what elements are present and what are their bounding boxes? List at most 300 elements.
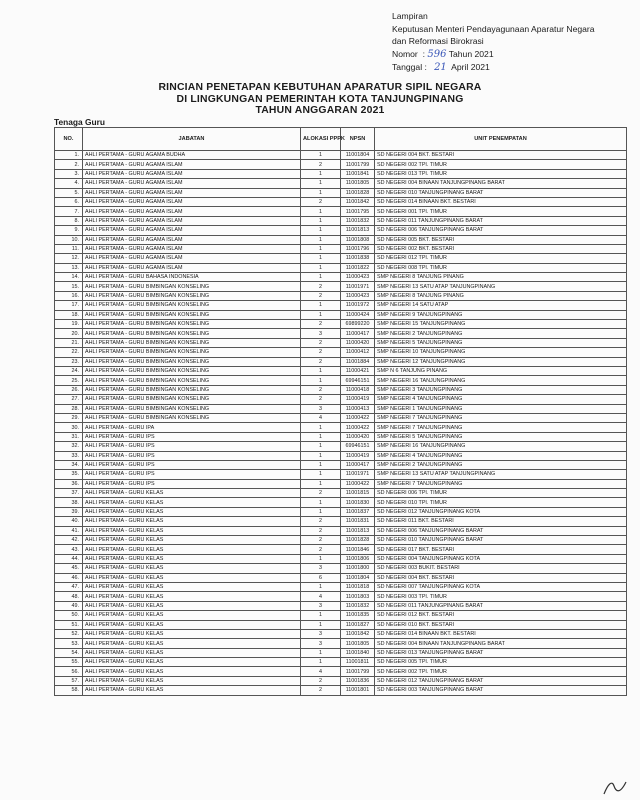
cell-npsn: 11001801 [341,686,375,695]
cell-alokasi: 1 [301,470,341,479]
cell-no: 22. [55,348,83,357]
cell-jabatan: AHLI PERTAMA - GURU BIMBINGAN KONSELING [83,320,301,329]
table-row [55,620,627,629]
table-row [55,498,627,507]
cell-alokasi: 2 [301,686,341,695]
cell-alokasi: 2 [301,357,341,366]
cell-alokasi: 2 [301,160,341,169]
cell-jabatan: AHLI PERTAMA - GURU KELAS [83,601,301,610]
cell-no: 14. [55,273,83,282]
cell-jabatan: AHLI PERTAMA - GURU AGAMA BUDHA [83,151,301,160]
cell-no: 20. [55,329,83,338]
table-row [55,545,627,554]
cell-alokasi: 1 [301,226,341,235]
cell-alokasi: 1 [301,169,341,178]
cell-jabatan: AHLI PERTAMA - GURU IPS [83,460,301,469]
table-row [55,151,627,160]
cell-no: 15. [55,282,83,291]
cell-alokasi: 1 [301,273,341,282]
cell-alokasi: 1 [301,254,341,263]
cell-jabatan: AHLI PERTAMA - GURU KELAS [83,554,301,563]
cell-unit: SD NEGERI 006 TANJUNGPINANG BARAT [375,226,627,235]
cell-alokasi: 1 [301,151,341,160]
table-row [55,611,627,620]
table-row [55,273,627,282]
cell-unit: SD NEGERI 007 TANJUNGPINANG KOTA [375,582,627,591]
table-row [55,451,627,460]
lampiran-tanggal: Tanggal : 21 April 2021 [392,62,490,73]
table-row [55,470,627,479]
cell-jabatan: AHLI PERTAMA - GURU BIMBINGAN KONSELING [83,376,301,385]
cell-unit: SD NEGERI 014 BINAAN BKT. BESTARI [375,629,627,638]
cell-npsn: 11000413 [341,404,375,413]
table-row [55,648,627,657]
cell-npsn: 11000412 [341,348,375,357]
cell-jabatan: AHLI PERTAMA - GURU BIMBINGAN KONSELING [83,310,301,319]
table-row [55,554,627,563]
cell-npsn: 11001813 [341,226,375,235]
cell-alokasi: 2 [301,291,341,300]
cell-unit: SD NEGERI 013 TANJUNGPINANG BARAT [375,648,627,657]
cell-no: 28. [55,404,83,413]
cell-npsn: 11001808 [341,235,375,244]
cell-alokasi: 1 [301,460,341,469]
cell-unit: SD NEGERI 002 TPI. TIMUR [375,667,627,676]
cell-unit: SMP NEGERI 10 TANJUNGPINANG [375,348,627,357]
cell-unit: SD NEGERI 002 BKT. BESTARI [375,244,627,253]
cell-no: 25. [55,376,83,385]
cell-alokasi: 2 [301,489,341,498]
cell-no: 58. [55,686,83,695]
table-row [55,573,627,582]
cell-jabatan: AHLI PERTAMA - GURU KELAS [83,489,301,498]
cell-unit: SMP NEGERI 7 TANJUNGPINANG [375,423,627,432]
cell-jabatan: AHLI PERTAMA - GURU BAHASA INDONESIA [83,273,301,282]
cell-npsn: 11001822 [341,263,375,272]
cell-no: 43. [55,545,83,554]
lampiran-line2: dan Reformasi Birokrasi [392,36,484,46]
table-row [55,639,627,648]
cell-npsn: 11001846 [341,545,375,554]
cell-no: 30. [55,423,83,432]
cell-alokasi: 1 [301,310,341,319]
cell-jabatan: AHLI PERTAMA - GURU IPA [83,423,301,432]
table-row [55,254,627,263]
cell-no: 38. [55,498,83,507]
table-row [55,686,627,695]
tanggal-label: Tanggal [392,62,423,72]
cell-alokasi: 1 [301,451,341,460]
cell-jabatan: AHLI PERTAMA - GURU BIMBINGAN KONSELING [83,282,301,291]
cell-alokasi: 1 [301,235,341,244]
cell-alokasi: 1 [301,658,341,667]
cell-unit: SD NEGERI 002 TPI. TIMUR [375,160,627,169]
cell-unit: SD NEGERI 011 TANJUNGPINANG BARAT [375,601,627,610]
cell-jabatan: AHLI PERTAMA - GURU BIMBINGAN KONSELING [83,413,301,422]
cell-alokasi: 1 [301,207,341,216]
cell-unit: SMP NEGERI 9 TANJUNGPINANG [375,310,627,319]
cell-jabatan: AHLI PERTAMA - GURU IPS [83,432,301,441]
table-row [55,357,627,366]
cell-npsn: 11001804 [341,573,375,582]
cell-npsn: 11001971 [341,282,375,291]
cell-unit: SD NEGERI 004 BKT. BESTARI [375,151,627,160]
cell-no: 19. [55,320,83,329]
cell-jabatan: AHLI PERTAMA - GURU KELAS [83,564,301,573]
cell-unit: SMP NEGERI 2 TANJUNGPINANG [375,329,627,338]
cell-jabatan: AHLI PERTAMA - GURU KELAS [83,573,301,582]
table-row [55,188,627,197]
table-row [55,489,627,498]
cell-alokasi: 2 [301,545,341,554]
table-row [55,592,627,601]
table-row [55,658,627,667]
cell-npsn: 11001811 [341,658,375,667]
cell-alokasi: 1 [301,620,341,629]
table-row [55,376,627,385]
cell-alokasi: 3 [301,601,341,610]
cell-jabatan: AHLI PERTAMA - GURU BIMBINGAN KONSELING [83,329,301,338]
lampiran-label: Lampiran [392,11,428,21]
cell-alokasi: 1 [301,507,341,516]
cell-jabatan: AHLI PERTAMA - GURU IPS [83,479,301,488]
cell-jabatan: AHLI PERTAMA - GURU KELAS [83,676,301,685]
cell-jabatan: AHLI PERTAMA - GURU IPS [83,451,301,460]
lampiran-line1: Keputusan Menteri Pendayagunaan Aparatur Negara [392,23,595,34]
table-row [55,235,627,244]
cell-npsn: 69899220 [341,320,375,329]
cell-no: 53. [55,639,83,648]
cell-npsn: 11001795 [341,207,375,216]
cell-npsn: 11001799 [341,160,375,169]
table-header-row [55,128,627,151]
cell-npsn: 11001836 [341,676,375,685]
cell-no: 7. [55,207,83,216]
table-row [55,320,627,329]
cell-unit: SD NEGERI 012 TANJUNGPINANG BARAT [375,676,627,685]
cell-no: 23. [55,357,83,366]
cell-npsn: 11001803 [341,592,375,601]
table-row [55,667,627,676]
cell-no: 31. [55,432,83,441]
cell-jabatan: AHLI PERTAMA - GURU KELAS [83,592,301,601]
cell-unit: SMP NEGERI 8 TANJUNG PINANG [375,273,627,282]
table-row [55,301,627,310]
cell-jabatan: AHLI PERTAMA - GURU KELAS [83,620,301,629]
cell-alokasi: 1 [301,179,341,188]
cell-alokasi: 1 [301,648,341,657]
cell-jabatan: AHLI PERTAMA - GURU AGAMA ISLAM [83,226,301,235]
cell-unit: SD NEGERI 003 TANJUNGPINANG BARAT [375,686,627,695]
section-heading: Tenaga Guru [54,117,106,127]
table-row [55,310,627,319]
cell-alokasi: 2 [301,526,341,535]
cell-unit: SD NEGERI 004 BINAAN TANJUNGPINANG BARAT [375,179,627,188]
table-row [55,442,627,451]
table-row [55,226,627,235]
cell-npsn: 69946151 [341,376,375,385]
cell-alokasi: 3 [301,329,341,338]
table-row [55,160,627,169]
cell-alokasi: 2 [301,282,341,291]
table-row [55,179,627,188]
cell-alokasi: 2 [301,338,341,347]
cell-alokasi: 3 [301,404,341,413]
cell-jabatan: AHLI PERTAMA - GURU KELAS [83,658,301,667]
cell-jabatan: AHLI PERTAMA - GURU KELAS [83,639,301,648]
cell-no: 56. [55,667,83,676]
cell-unit: SD NEGERI 006 TPI. TIMUR [375,489,627,498]
cell-unit: SD NEGERI 012 BKT. BESTARI [375,611,627,620]
table-row [55,244,627,253]
cell-jabatan: AHLI PERTAMA - GURU KELAS [83,526,301,535]
cell-npsn: 11001827 [341,620,375,629]
cell-jabatan: AHLI PERTAMA - GURU AGAMA ISLAM [83,207,301,216]
cell-unit: SMP NEGERI 2 TANJUNGPINANG [375,460,627,469]
table-body [55,151,627,696]
header-no: NO. [55,128,83,151]
cell-alokasi: 1 [301,376,341,385]
cell-no: 35. [55,470,83,479]
cell-npsn: 11000419 [341,451,375,460]
table-row [55,507,627,516]
cell-unit: SD NEGERI 003 TPI. TIMUR [375,592,627,601]
cell-no: 49. [55,601,83,610]
cell-alokasi: 1 [301,301,341,310]
table-row [55,629,627,638]
cell-alokasi: 1 [301,554,341,563]
tanggal-day: 21 [434,62,447,73]
cell-unit: SMP NEGERI 13 SATU ATAP TANJUNGPINANG [375,282,627,291]
title-line3: TAHUN ANGGARAN 2021 [255,105,385,116]
table-row [55,564,627,573]
cell-no: 6. [55,197,83,206]
cell-jabatan: AHLI PERTAMA - GURU AGAMA ISLAM [83,179,301,188]
cell-npsn: 11001972 [341,301,375,310]
table-row [55,263,627,272]
cell-unit: SMP NEGERI 16 TANJUNGPINANG [375,376,627,385]
cell-unit: SD NEGERI 006 TANJUNGPINANG BARAT [375,526,627,535]
cell-no: 1. [55,151,83,160]
table-row [55,460,627,469]
cell-unit: SD NEGERI 004 BINAAN TANJUNGPINANG BARAT [375,639,627,648]
cell-npsn: 11001796 [341,244,375,253]
document-title [0,82,640,117]
cell-npsn: 11001841 [341,169,375,178]
cell-no: 45. [55,564,83,573]
cell-no: 13. [55,263,83,272]
cell-unit: SD NEGERI 004 BKT. BESTARI [375,573,627,582]
cell-jabatan: AHLI PERTAMA - GURU KELAS [83,582,301,591]
cell-alokasi: 3 [301,564,341,573]
cell-alokasi: 1 [301,611,341,620]
cell-npsn: 11000417 [341,329,375,338]
cell-jabatan: AHLI PERTAMA - GURU BIMBINGAN KONSELING [83,404,301,413]
cell-npsn: 69946151 [341,442,375,451]
cell-npsn: 11000421 [341,366,375,375]
cell-no: 36. [55,479,83,488]
cell-npsn: 11000420 [341,432,375,441]
cell-jabatan: AHLI PERTAMA - GURU AGAMA ISLAM [83,235,301,244]
cell-npsn: 11001884 [341,357,375,366]
cell-jabatan: AHLI PERTAMA - GURU KELAS [83,629,301,638]
table-row [55,526,627,535]
cell-jabatan: AHLI PERTAMA - GURU IPS [83,470,301,479]
cell-alokasi: 1 [301,582,341,591]
cell-unit: SD NEGERI 003 BUKIT. BESTARI [375,564,627,573]
cell-npsn: 11001840 [341,648,375,657]
cell-jabatan: AHLI PERTAMA - GURU AGAMA ISLAM [83,169,301,178]
table-row [55,366,627,375]
cell-no: 21. [55,338,83,347]
cell-jabatan: AHLI PERTAMA - GURU KELAS [83,686,301,695]
cell-unit: SMP NEGERI 5 TANJUNGPINANG [375,432,627,441]
cell-jabatan: AHLI PERTAMA - GURU AGAMA ISLAM [83,244,301,253]
cell-no: 11. [55,244,83,253]
cell-jabatan: AHLI PERTAMA - GURU BIMBINGAN KONSELING [83,291,301,300]
cell-unit: SD NEGERI 017 BKT. BESTARI [375,545,627,554]
cell-alokasi: 4 [301,592,341,601]
cell-no: 48. [55,592,83,601]
cell-unit: SD NEGERI 011 BKT. BESTARI [375,517,627,526]
cell-jabatan: AHLI PERTAMA - GURU KELAS [83,648,301,657]
cell-unit: SMP NEGERI 8 TANJUNG PINANG [375,291,627,300]
table-row [55,413,627,422]
cell-no: 52. [55,629,83,638]
table-row [55,197,627,206]
table-row [55,385,627,394]
table-row [55,291,627,300]
table-row [55,348,627,357]
cell-jabatan: AHLI PERTAMA - GURU BIMBINGAN KONSELING [83,395,301,404]
table-row [55,404,627,413]
header-alokasi: ALOKASI PPPK [301,128,341,151]
cell-jabatan: AHLI PERTAMA - GURU KELAS [83,545,301,554]
cell-npsn: 11000418 [341,385,375,394]
cell-no: 42. [55,536,83,545]
header-npsn: NPSN [341,128,375,151]
cell-no: 2. [55,160,83,169]
cell-no: 10. [55,235,83,244]
cell-unit: SMP NEGERI 14 SATU ATAP [375,301,627,310]
cell-jabatan: AHLI PERTAMA - GURU AGAMA ISLAM [83,216,301,225]
cell-jabatan: AHLI PERTAMA - GURU BIMBINGAN KONSELING [83,301,301,310]
cell-unit: SMP N 6 TANJUNG PINANG [375,366,627,375]
cell-alokasi: 1 [301,432,341,441]
cell-alokasi: 1 [301,188,341,197]
cell-npsn: 11001832 [341,601,375,610]
lampiran-nomor: Nomor : 596 Tahun 2021 [392,48,494,60]
cell-npsn: 11001842 [341,197,375,206]
cell-no: 33. [55,451,83,460]
cell-alokasi: 2 [301,385,341,394]
cell-alokasi: 1 [301,366,341,375]
cell-alokasi: 1 [301,216,341,225]
cell-no: 57. [55,676,83,685]
cell-unit: SMP NEGERI 1 TANJUNGPINANG [375,404,627,413]
cell-unit: SMP NEGERI 7 TANJUNGPINANG [375,413,627,422]
cell-no: 27. [55,395,83,404]
cell-unit: SD NEGERI 011 TANJUNGPINANG BARAT [375,216,627,225]
cell-npsn: 11000419 [341,395,375,404]
cell-unit: SMP NEGERI 4 TANJUNGPINANG [375,395,627,404]
cell-jabatan: AHLI PERTAMA - GURU AGAMA ISLAM [83,188,301,197]
header-jabatan: JABATAN [83,128,301,151]
cell-npsn: 11001835 [341,611,375,620]
cell-npsn: 11000420 [341,338,375,347]
cell-jabatan: AHLI PERTAMA - GURU BIMBINGAN KONSELING [83,338,301,347]
cell-npsn: 11000417 [341,460,375,469]
cell-no: 46. [55,573,83,582]
cell-no: 34. [55,460,83,469]
cell-no: 26. [55,385,83,394]
table-row [55,329,627,338]
table-row [55,395,627,404]
cell-unit: SMP NEGERI 12 TANJUNGPINANG [375,357,627,366]
cell-alokasi: 1 [301,263,341,272]
cell-unit: SD NEGERI 005 TPI. TIMUR [375,658,627,667]
cell-jabatan: AHLI PERTAMA - GURU BIMBINGAN KONSELING [83,366,301,375]
cell-npsn: 11001837 [341,507,375,516]
cell-no: 50. [55,611,83,620]
cell-no: 39. [55,507,83,516]
cell-npsn: 11001800 [341,564,375,573]
cell-no: 44. [55,554,83,563]
cell-no: 29. [55,413,83,422]
cell-alokasi: 1 [301,244,341,253]
cell-alokasi: 1 [301,442,341,451]
cell-no: 41. [55,526,83,535]
cell-npsn: 11000423 [341,291,375,300]
nomor-suffix: Tahun 2021 [448,48,494,59]
cell-npsn: 11001828 [341,188,375,197]
allocation-table [54,127,627,696]
nomor-value: 596 [427,48,447,60]
tanggal-rest: April 2021 [451,62,490,72]
cell-npsn: 11001806 [341,554,375,563]
cell-alokasi: 3 [301,629,341,638]
cell-npsn: 11001804 [341,151,375,160]
cell-unit: SD NEGERI 004 TANJUNGPINANG KOTA [375,554,627,563]
cell-npsn: 11001838 [341,254,375,263]
cell-npsn: 11001818 [341,582,375,591]
table-row [55,432,627,441]
cell-unit: SD NEGERI 005 BKT. BESTARI [375,235,627,244]
cell-alokasi: 2 [301,197,341,206]
cell-no: 24. [55,366,83,375]
cell-alokasi: 1 [301,423,341,432]
cell-no: 8. [55,216,83,225]
cell-jabatan: AHLI PERTAMA - GURU KELAS [83,517,301,526]
cell-no: 9. [55,226,83,235]
cell-alokasi: 1 [301,498,341,507]
cell-no: 16. [55,291,83,300]
cell-jabatan: AHLI PERTAMA - GURU KELAS [83,536,301,545]
cell-unit: SD NEGERI 014 BINAAN BKT. BESTARI [375,197,627,206]
table-row [55,423,627,432]
cell-alokasi: 6 [301,573,341,582]
cell-unit: SD NEGERI 001 TPI. TIMUR [375,207,627,216]
cell-unit: SMP NEGERI 4 TANJUNGPINANG [375,451,627,460]
cell-alokasi: 2 [301,348,341,357]
cell-alokasi: 4 [301,667,341,676]
cell-no: 54. [55,648,83,657]
cell-alokasi: 4 [301,413,341,422]
cell-unit: SD NEGERI 010 TPI. TIMUR [375,498,627,507]
table-row [55,169,627,178]
table-row [55,479,627,488]
cell-jabatan: AHLI PERTAMA - GURU AGAMA ISLAM [83,254,301,263]
